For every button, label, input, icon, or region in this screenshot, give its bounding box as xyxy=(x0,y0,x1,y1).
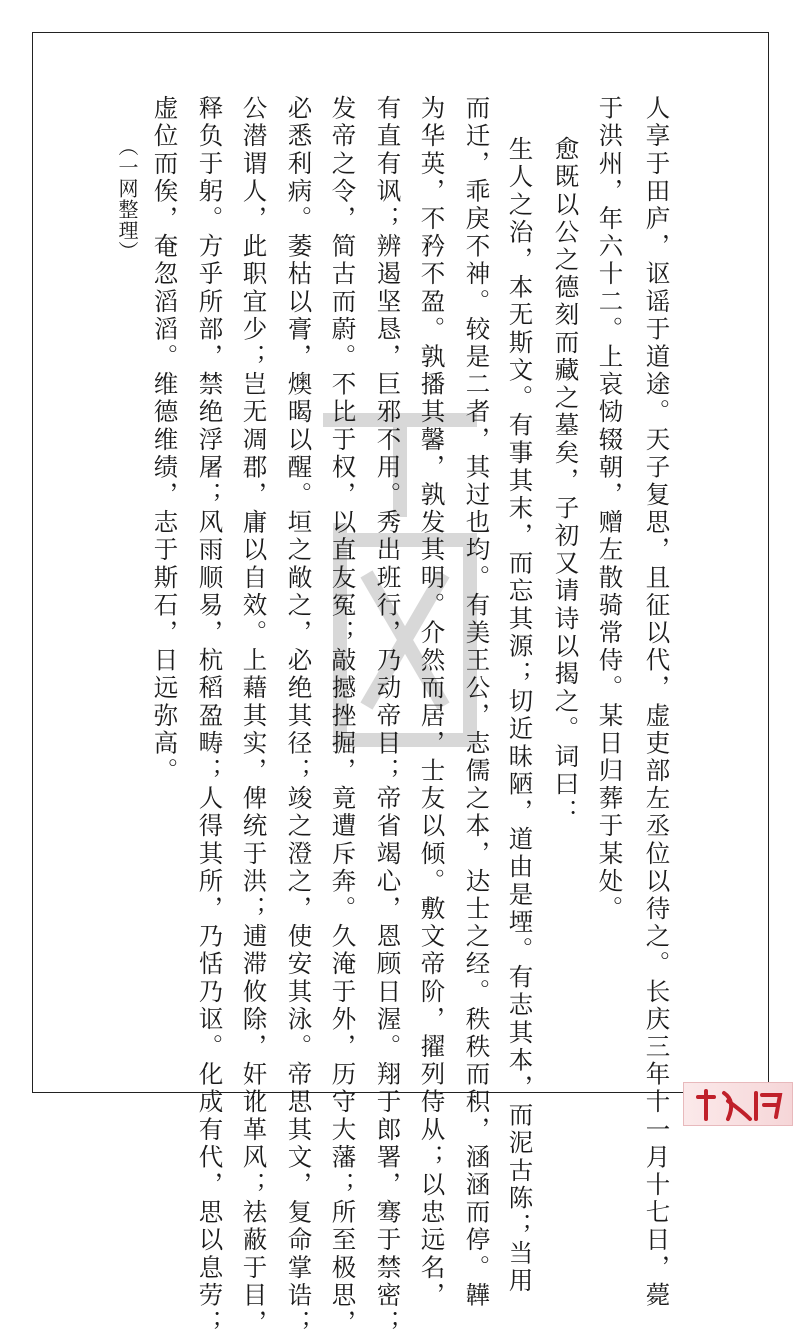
text-column-4: 生人之治，本无斯文。有事其末，而忘其源；切近昧陋，道由是堙。有志其本，而泥古陈；当用 xyxy=(505,136,535,1296)
text-column-6: 为华英，不矜不盈。孰播其馨，孰发其明。介然而居，士友以倾。敷文帝阶，擢列侍从；以忠远名， xyxy=(417,95,447,1310)
organizer-note: （一网整理） xyxy=(115,136,139,262)
text-column-1: 人享于田庐，讴谣于道途。天子复思，且征以代，虚吏部左丞位以待之。长庆三年十一月十七日，薨 xyxy=(642,95,672,1310)
text-column-9: 必悉利病。萎枯以膏，燠暍以醒。垣之敞之，必绝其径；竣之澄之，使安其泳。帝思其文，复命掌诰； xyxy=(284,95,314,1337)
text-column-2: 于洪州，年六十二。上哀恸辍朝，赠左散骑常侍。某日归葬于某处。 xyxy=(595,95,625,923)
text-column-11: 释负于躬。方乎所部，禁绝浮屠；风雨顺易，杭稻盈畴；人得其所，乃恬乃讴。化成有代，思以息劳； xyxy=(195,95,225,1337)
text-column-12: 虚位而俟，奄忽滔滔。维德维绩，志于斯石，日远弥高。 xyxy=(150,95,180,785)
text-column-5: 而迁，乖戾不神。较是二者，其过也均。有美王公，志儒之本，达士之经。秩秩而积，涵涵而停。韡 xyxy=(462,95,492,1310)
text-column-8: 发帝之令，简古而蔚。不比于权，以直友冤；敲撼挫掘，竟遭斥奔。久淹于外，历守大藩；所至极思， xyxy=(328,95,358,1337)
text-column-10: 公潜谓人，此职宜少；岂无凋郡，庸以自效。上藉其实，俾统于洪；逋滞攸除，奸讹革风；祛蔽于目， xyxy=(239,95,269,1337)
text-column-7: 有直有讽；辨遏坚恳，巨邪不用。秀出班行，乃动帝目；帝省竭心，恩顾日渥。翔于郎署，骞于禁密； xyxy=(373,95,403,1337)
stamp-icon xyxy=(683,1082,793,1126)
text-column-3: 愈既以公之德刻而藏之墓矣，子初又请诗以揭之。词曰： xyxy=(551,136,581,826)
